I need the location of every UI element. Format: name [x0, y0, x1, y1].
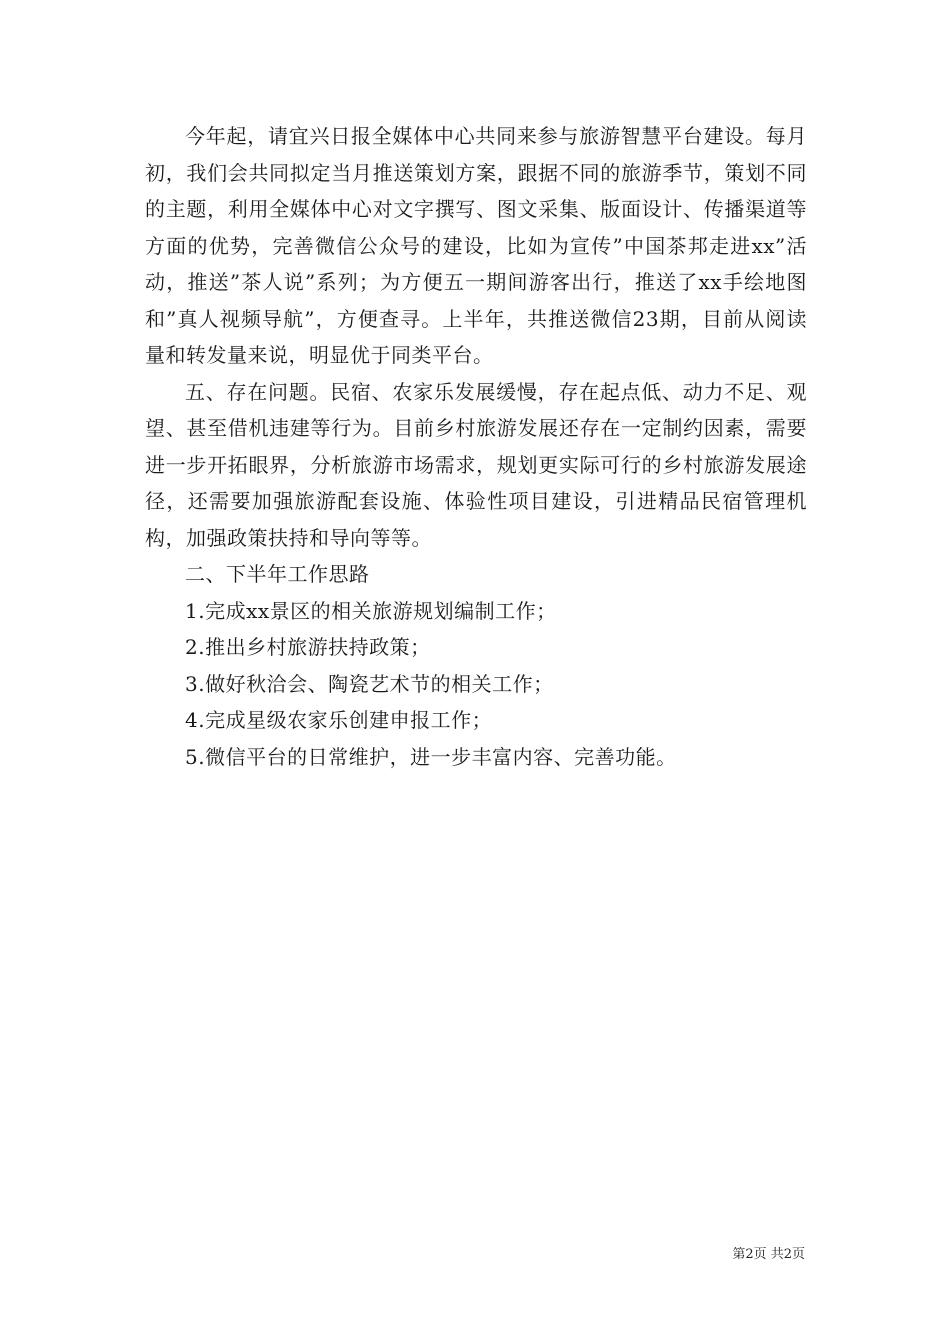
page-number: 第2页 共2页 — [732, 1247, 805, 1262]
paragraph-media-platform: 今年起，请宜兴日报全媒体中心共同来参与旅游智慧平台建设。每月初，我们会共同拟定当月推送策划方案，跟据不同的旅游季节，策划不同的主题，利用全媒体中心对文字撰写、图文采集、版面设计、传播渠道等方面的优势，完善微信公众号的建设，比如为宣传”中国茶邦走进xx”活动，推送”茶人说”系列；为方便五一期间游客出行，推送了xx手绘地图和”真人视频导航”，方便查寻。上半年，共推送微信23期，目前从阅读量和转发量来说，明显优于同类平台。 — [145, 124, 807, 367]
section-heading: 二、下半年工作思路 — [185, 562, 370, 586]
list-item: 2.推出乡村旅游扶持政策； — [185, 635, 431, 659]
list-item: 4.完成星级农家乐创建申报工作； — [185, 708, 493, 732]
list-item: 1.完成xx景区的相关旅游规划编制工作； — [185, 598, 557, 623]
list-item: 3.做好秋洽会、陶瓷艺术节的相关工作； — [185, 671, 554, 696]
list-item: 5.微信平台的日常维护，进一步丰富内容、完善功能。 — [185, 744, 677, 769]
paragraph-existing-problems: 五、存在问题。民宿、农家乐发展缓慢，存在起点低、动力不足、观望、甚至借机违建等行为。目前乡村旅游发展还存在一定制约因素，需要进一步开拓眼界，分析旅游市场需求，规划更实际可行的乡村旅游发展途径，还需要加强旅游配套设施、体验性项目建设，引进精品民宿管理机构，加强政策扶持和导向等等。 — [145, 379, 807, 550]
document-body — [145, 118, 807, 775]
